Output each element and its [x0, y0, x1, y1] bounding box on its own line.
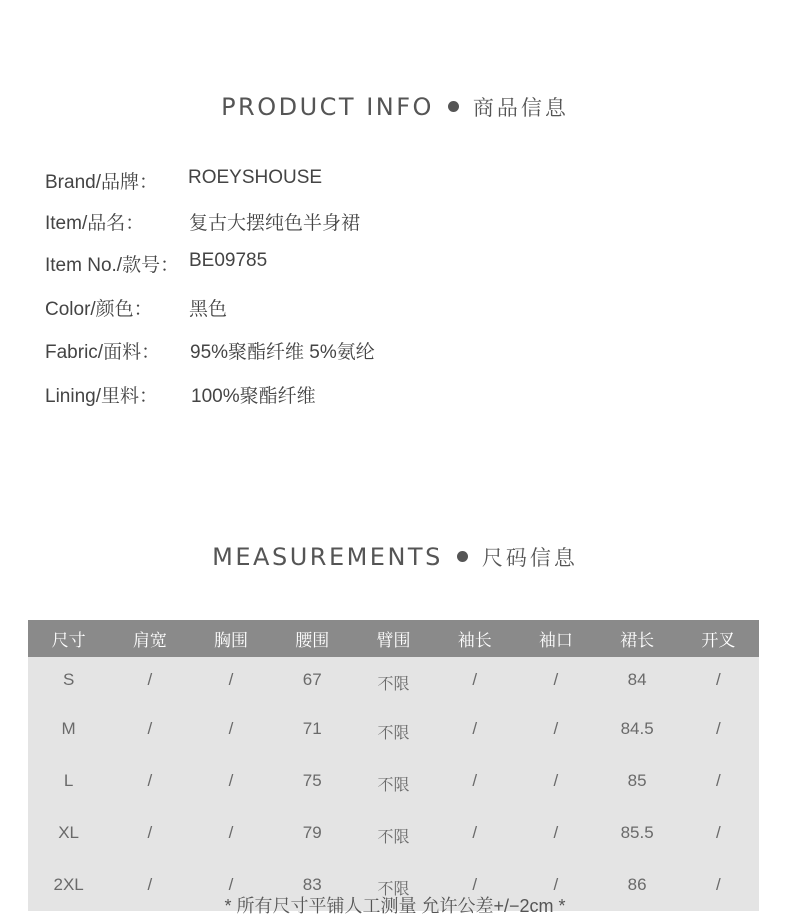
table-cell: / — [434, 807, 515, 859]
table-cell: / — [434, 657, 515, 703]
table-row — [28, 755, 759, 807]
info-label-color: Color/颜色： — [45, 299, 153, 320]
info-value-color: 黑色 — [189, 299, 228, 320]
table-cell: 不限 — [353, 859, 434, 911]
table-cell: 75 — [272, 755, 353, 807]
table-cell: / — [434, 703, 515, 755]
info-label-item-no: Item No./款号： — [45, 255, 180, 276]
table-cell: 83 — [272, 859, 353, 911]
table-cell: / — [515, 657, 596, 703]
table-row — [28, 807, 759, 859]
table-cell: 85 — [597, 755, 678, 807]
table-cell: M — [28, 703, 109, 755]
measurements-heading-zh: 尺码信息 — [481, 547, 578, 570]
product-info-heading-en: PRODUCT INFO — [221, 93, 434, 121]
column-header: 袖长 — [434, 620, 515, 657]
size-chart-table — [28, 620, 759, 911]
measurements-heading-en: MEASUREMENTS — [212, 543, 443, 571]
column-header: 胸围 — [190, 620, 271, 657]
table-cell: / — [109, 657, 190, 703]
table-cell: / — [515, 859, 596, 911]
table-cell: / — [190, 657, 271, 703]
table-cell: / — [678, 859, 759, 911]
table-cell: 79 — [272, 807, 353, 859]
table-cell: L — [28, 755, 109, 807]
table-cell: / — [109, 807, 190, 859]
table-cell: 不限 — [353, 755, 434, 807]
table-cell: / — [190, 807, 271, 859]
measurement-note: * 所有尺寸平铺人工测量 允许公差+/−2cm * — [224, 896, 566, 916]
info-value-item: 复古大摆纯色半身裙 — [189, 213, 361, 234]
table-cell: / — [109, 859, 190, 911]
heading-bullet-icon — [457, 551, 468, 562]
table-cell: 不限 — [353, 807, 434, 859]
heading-bullet-icon — [448, 101, 459, 112]
column-header: 腰围 — [272, 620, 353, 657]
product-info-heading — [0, 92, 790, 122]
info-label-fabric: Fabric/面料： — [45, 342, 161, 363]
table-cell: 71 — [272, 703, 353, 755]
info-label-lining: Lining/里料： — [45, 386, 158, 407]
table-cell: 不限 — [353, 703, 434, 755]
table-cell: S — [28, 657, 109, 703]
column-header: 袖口 — [515, 620, 596, 657]
table-cell: / — [678, 703, 759, 755]
table-cell: / — [515, 755, 596, 807]
table-cell: / — [190, 755, 271, 807]
measurements-heading — [0, 542, 790, 572]
info-label-brand: Brand/品牌： — [45, 172, 158, 193]
column-header: 尺寸 — [28, 620, 109, 657]
info-label-item: Item/品名： — [45, 213, 145, 234]
table-cell: 2XL — [28, 859, 109, 911]
table-cell: 不限 — [353, 657, 434, 703]
table-cell: / — [515, 807, 596, 859]
table-cell: / — [434, 755, 515, 807]
product-info-heading-zh: 商品信息 — [472, 97, 569, 120]
table-cell: / — [515, 703, 596, 755]
table-cell: / — [109, 703, 190, 755]
column-header: 臂围 — [353, 620, 434, 657]
table-cell: 67 — [272, 657, 353, 703]
table-cell: / — [678, 657, 759, 703]
table-row — [28, 703, 759, 755]
column-header: 肩宽 — [109, 620, 190, 657]
table-cell: / — [434, 859, 515, 911]
table-header-row — [28, 620, 759, 657]
table-cell: / — [190, 859, 271, 911]
table-cell: / — [190, 703, 271, 755]
table-row — [28, 657, 759, 703]
table-cell: 85.5 — [597, 807, 678, 859]
info-value-brand: ROEYSHOUSE — [188, 167, 323, 188]
info-value-item-no: BE09785 — [189, 250, 268, 271]
table-cell: 86 — [597, 859, 678, 911]
table-cell: / — [678, 755, 759, 807]
table-cell: XL — [28, 807, 109, 859]
table-cell: / — [109, 755, 190, 807]
table-cell: 84 — [597, 657, 678, 703]
column-header: 裙长 — [597, 620, 678, 657]
info-value-fabric: 95%聚酯纤维 5%氨纶 — [190, 342, 375, 363]
table-cell: / — [678, 807, 759, 859]
info-value-lining: 100%聚酯纤维 — [191, 386, 316, 407]
column-header: 开叉 — [678, 620, 759, 657]
table-cell: 84.5 — [597, 703, 678, 755]
